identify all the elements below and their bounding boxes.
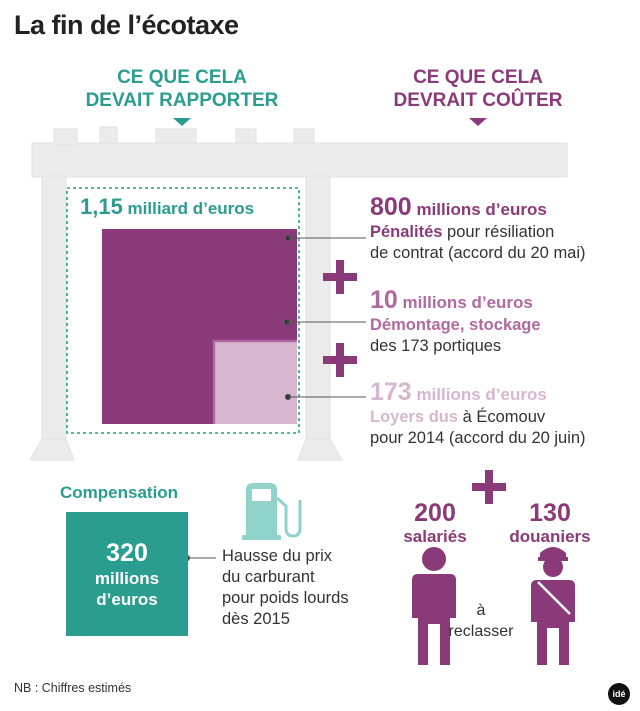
compensation-number: 320 — [106, 538, 148, 567]
compensation-desc-line: pour poids lourds — [222, 589, 349, 607]
header-cost-line2: DEVRAIT COÛTER — [393, 90, 563, 111]
cost-item-dismantling — [370, 286, 541, 357]
cost-square-rents — [215, 342, 297, 424]
cost-item-penalties — [370, 193, 586, 264]
cost-number: 10 — [370, 286, 398, 314]
customs-label: douaniers — [509, 527, 591, 546]
cost-amount — [370, 193, 586, 222]
cost-desc-bold: Pénalités — [370, 223, 443, 241]
cost-desc-line2: de contrat (accord du 20 mai) — [370, 244, 586, 262]
plus-icon — [472, 470, 506, 504]
cost-desc-bold: Démontage, stockage — [370, 316, 541, 334]
employees-count — [392, 500, 478, 546]
cost-unit: millions d’euros — [411, 385, 547, 404]
customs-officer-icon — [531, 547, 575, 665]
cost-item-rents — [370, 378, 586, 449]
revenue-label — [80, 194, 254, 220]
fuel-pump-icon — [242, 483, 300, 540]
cost-amount — [370, 378, 586, 407]
revenue-number: 1,15 — [80, 194, 123, 219]
compensation-description — [222, 546, 349, 630]
cost-unit: millions d’euros — [411, 200, 547, 219]
cost-desc — [370, 315, 541, 336]
reassign-line2: reclasser — [448, 623, 514, 640]
reassign-line1: à — [476, 602, 486, 619]
header-revenue-line1: CE QUE CELA — [117, 67, 247, 88]
publisher-logo: idé — [608, 683, 630, 705]
cost-desc-line2: des 173 portiques — [370, 337, 502, 355]
customs-number: 130 — [529, 499, 571, 527]
cost-desc-text: pour résiliation — [442, 223, 555, 241]
compensation-box — [66, 512, 188, 636]
cost-unit: millions d’euros — [397, 293, 533, 312]
revenue-unit: milliard d’euros — [122, 199, 255, 218]
employees-number: 200 — [414, 499, 456, 527]
reassign-text — [445, 600, 517, 642]
cost-desc-bold: Loyers dus — [370, 408, 459, 426]
cost-desc — [370, 407, 586, 428]
compensation-unit-line1: millions — [94, 568, 160, 588]
compensation-desc-line: Hausse du prix — [222, 547, 333, 565]
footnote: NB : Chiffres estimés — [14, 681, 132, 695]
compensation-label: Compensation — [60, 483, 179, 502]
header-revenue-line2: DEVAIT RAPPORTER — [85, 90, 279, 111]
page-title: La fin de l’écotaxe — [14, 10, 239, 40]
cost-desc-line2: pour 2014 (accord du 20 juin) — [370, 429, 586, 447]
employees-label: salariés — [403, 527, 467, 546]
compensation-desc-line: du carburant — [222, 568, 315, 586]
customs-count — [498, 500, 602, 546]
cost-desc-text: à Écomouv — [458, 408, 546, 426]
cost-number: 173 — [370, 378, 412, 406]
header-cost-line1: CE QUE CELA — [413, 67, 543, 88]
cost-desc — [370, 222, 586, 243]
cost-number: 800 — [370, 193, 412, 221]
cost-amount — [370, 286, 541, 315]
compensation-unit-line2: d’euros — [96, 589, 158, 609]
compensation-desc-line: dès 2015 — [222, 610, 290, 628]
